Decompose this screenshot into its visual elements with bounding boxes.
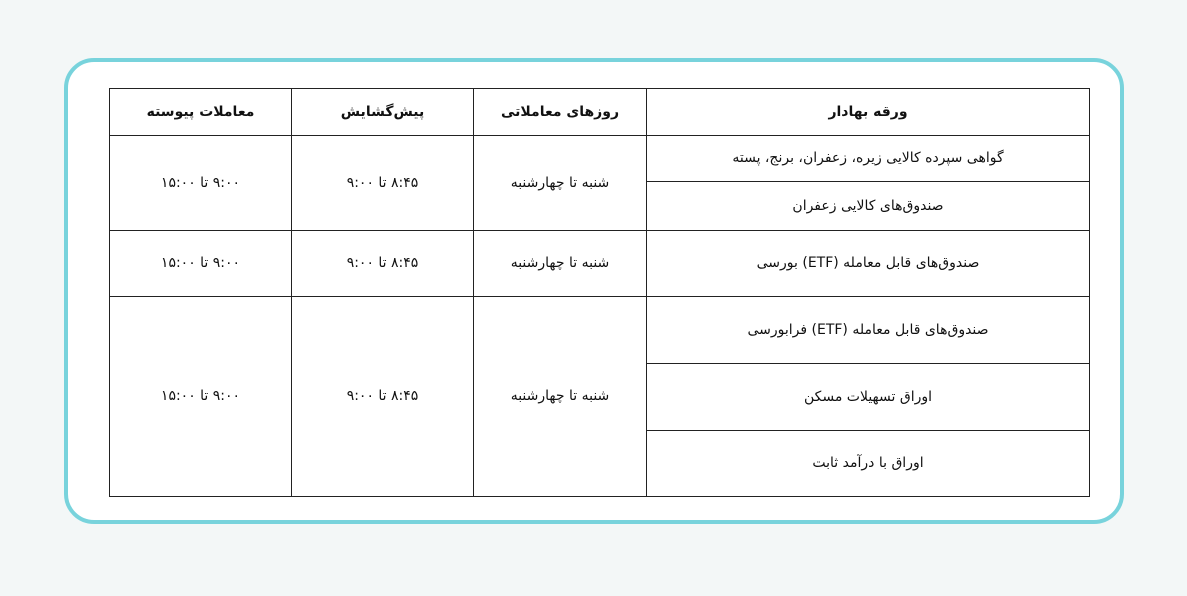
pre-opening-cell: ۸:۴۵ تا ۹:۰۰ [292,136,474,231]
trading-days-cell: شنبه تا چهارشنبه [474,231,647,297]
trading-hours-table [109,88,1090,497]
security-cell: اوراق با درآمد ثابت [647,431,1090,497]
trading-days-cell: شنبه تا چهارشنبه [474,136,647,231]
table-row [110,297,1090,364]
content-card [64,58,1124,524]
header-pre-opening: پیش‌گشایش [292,89,474,136]
trading-days-cell: شنبه تا چهارشنبه [474,297,647,497]
pre-opening-cell: ۸:۴۵ تا ۹:۰۰ [292,231,474,297]
header-trading-days: روزهای معاملاتی [474,89,647,136]
header-continuous-trading: معاملات پیوسته [110,89,292,136]
table-header-row [110,89,1090,136]
table-row [110,231,1090,297]
continuous-trading-cell: ۹:۰۰ تا ۱۵:۰۰ [110,297,292,497]
header-security: ورقه بهادار [647,89,1090,136]
security-cell: صندوق‌های قابل معامله (ETF) بورسی [647,231,1090,297]
pre-opening-cell: ۸:۴۵ تا ۹:۰۰ [292,297,474,497]
table-row [110,136,1090,182]
continuous-trading-cell: ۹:۰۰ تا ۱۵:۰۰ [110,231,292,297]
security-cell: صندوق‌های کالایی زعفران [647,182,1090,231]
continuous-trading-cell: ۹:۰۰ تا ۱۵:۰۰ [110,136,292,231]
security-cell: صندوق‌های قابل معامله (ETF) فرابورسی [647,297,1090,364]
security-cell: گواهی سپرده کالایی زیره، زعفران، برنج، پسته [647,136,1090,182]
security-cell: اوراق تسهیلات مسکن [647,364,1090,431]
